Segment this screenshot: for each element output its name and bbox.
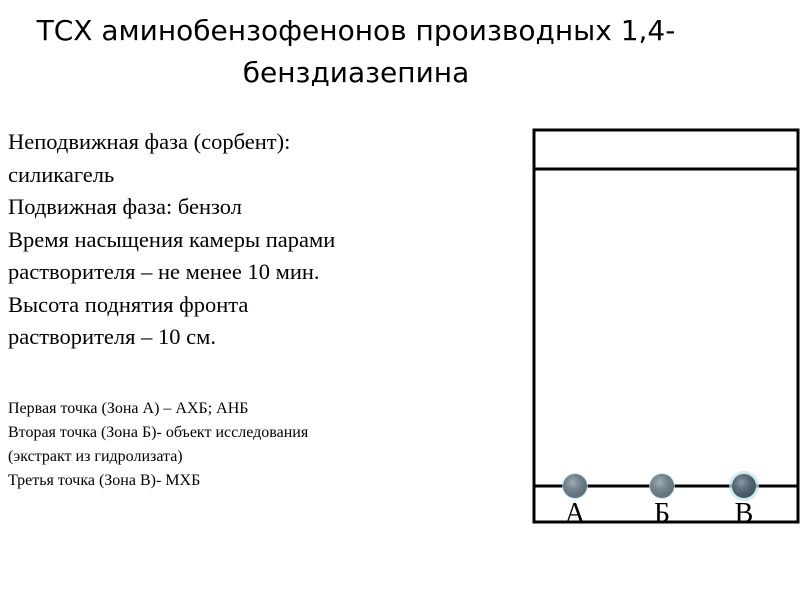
- chromatography-conditions: [8, 126, 428, 354]
- legend-line: Первая точка (Зона А) – АХБ; АНБ: [8, 400, 249, 417]
- plate-outline: [534, 130, 798, 522]
- tlc-plate-diagram: [532, 128, 800, 526]
- spot-shading-v: [732, 474, 756, 498]
- condition-line: Время насыщения камеры парами: [8, 226, 336, 252]
- condition-line: Высота поднятия фронта: [8, 291, 249, 317]
- condition-line: растворителя – не менее 10 мин.: [8, 259, 320, 284]
- slide-title: [0, 10, 712, 94]
- condition-line: Подвижная фаза: бензол: [8, 194, 242, 219]
- spot-shading-a: [563, 474, 587, 498]
- legend-line: (экстракт из гидролизата): [8, 448, 183, 465]
- title-line-2: бенздиазепина: [242, 56, 470, 89]
- condition-line: растворителя – 10 см.: [8, 324, 216, 349]
- zone-label-v: В: [734, 498, 754, 526]
- zone-label-b: Б: [653, 498, 671, 526]
- spot-legend: [8, 397, 428, 493]
- condition-line: силикагель: [8, 161, 115, 187]
- legend-line: Вторая точка (Зона Б)- объект исследования: [8, 424, 309, 441]
- title-line-1: ТСХ аминобензофенонов производных 1,4-: [36, 14, 676, 47]
- condition-line: Неподвижная фаза (сорбент):: [8, 129, 291, 154]
- zone-label-a: А: [564, 498, 586, 526]
- spot-shading-b: [650, 474, 674, 498]
- legend-line: Третья точка (Зона В)- МХБ: [8, 472, 201, 489]
